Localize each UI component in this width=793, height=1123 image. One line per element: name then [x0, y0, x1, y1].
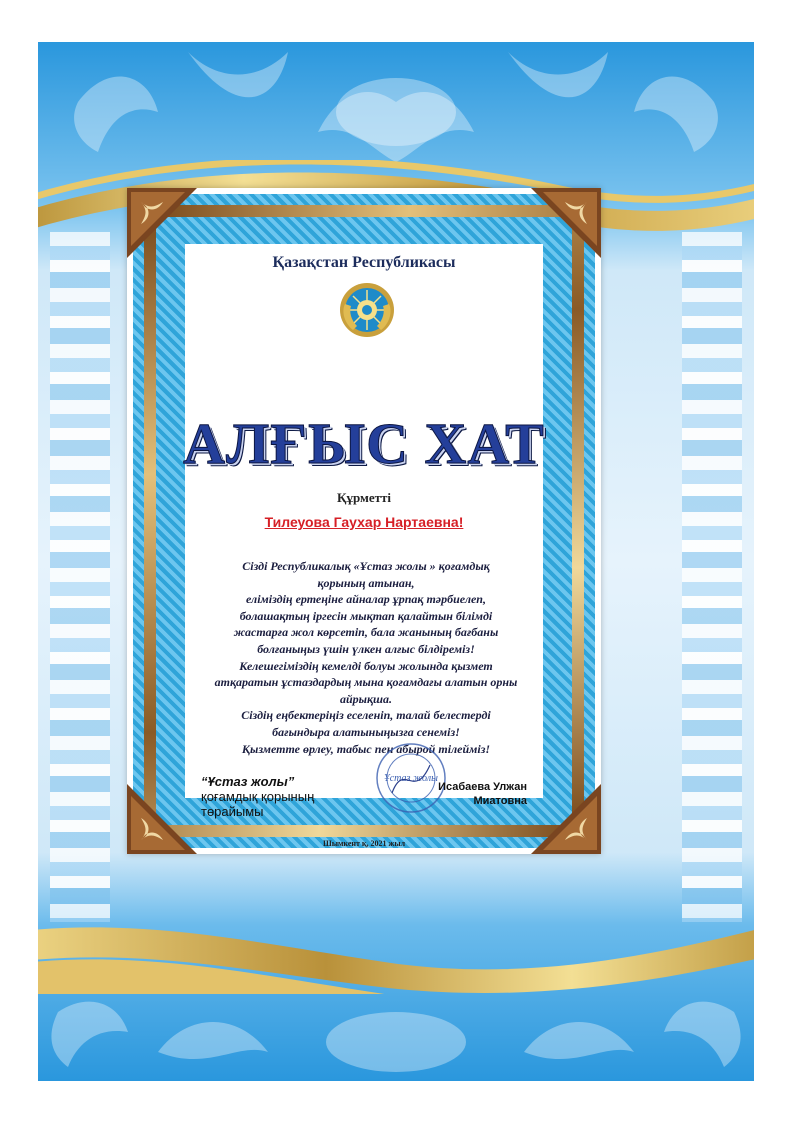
signer-line: Исабаева Улжан — [438, 781, 527, 793]
body-line: бағындыра алатыныңызға сенеміз! — [272, 724, 460, 739]
bottom-ornament — [38, 972, 754, 1081]
recipient-name: Тилеуова Гаухар Нартаевна! — [264, 514, 464, 530]
certificate-card — [127, 188, 601, 854]
body-line: болашақтың іргесін мықтап қалайтын білімді — [239, 608, 493, 623]
body-line: айрықша. — [339, 691, 393, 706]
stamp-text: Ұстаз жолы — [384, 773, 438, 784]
organization-name: “Ұстаз жолы” — [201, 774, 295, 789]
body-line: еліміздің ертеңіне айналар ұрпақ тәрбиелеп, — [246, 592, 486, 607]
country-heading: Қазақстан Республикасы — [272, 254, 456, 271]
body-line: болғаныңыз үшін үлкен алғыс білдіреміз! — [257, 641, 475, 656]
body-line: атқаратын ұстаздардың мына қоғамдағы алатын орны — [214, 675, 518, 690]
body-line: қорының атынан, — [317, 575, 415, 590]
salutation: Құрметті — [337, 490, 391, 505]
body-line: жастарға жол көрсетіп, бала жанының бағбаны — [233, 625, 499, 640]
right-ornament-strip — [682, 232, 742, 922]
organization-role: төрайымы — [201, 804, 264, 819]
body-line: Сіздің еңбектеріңіз еселеніп, талай белестерді — [241, 708, 491, 723]
state-emblem-icon — [339, 282, 395, 338]
corner-ornament-top-right — [531, 188, 601, 258]
organization-block — [201, 774, 314, 819]
body-line: Қызметте өрлеу, табыс пен абырой тілейміз! — [241, 741, 491, 756]
body-line: Сізді Республикалық «Ұстаз жолы » қоғамдық — [242, 559, 490, 573]
left-ornament-strip — [50, 232, 110, 922]
organization-line: қоғамдық қорының — [201, 789, 315, 804]
city-date: Шымкент қ, 2021 жыл — [322, 839, 406, 848]
certificate-title: АЛҒЫС ХАТ — [183, 411, 545, 476]
body-line: Келешегіміздің кемелді болуы жолында қызмет — [239, 658, 493, 673]
signer-line: Миатовна — [473, 795, 527, 807]
signer-name — [427, 780, 527, 808]
certificate-body — [193, 558, 539, 757]
corner-ornament-top-left — [127, 188, 197, 258]
